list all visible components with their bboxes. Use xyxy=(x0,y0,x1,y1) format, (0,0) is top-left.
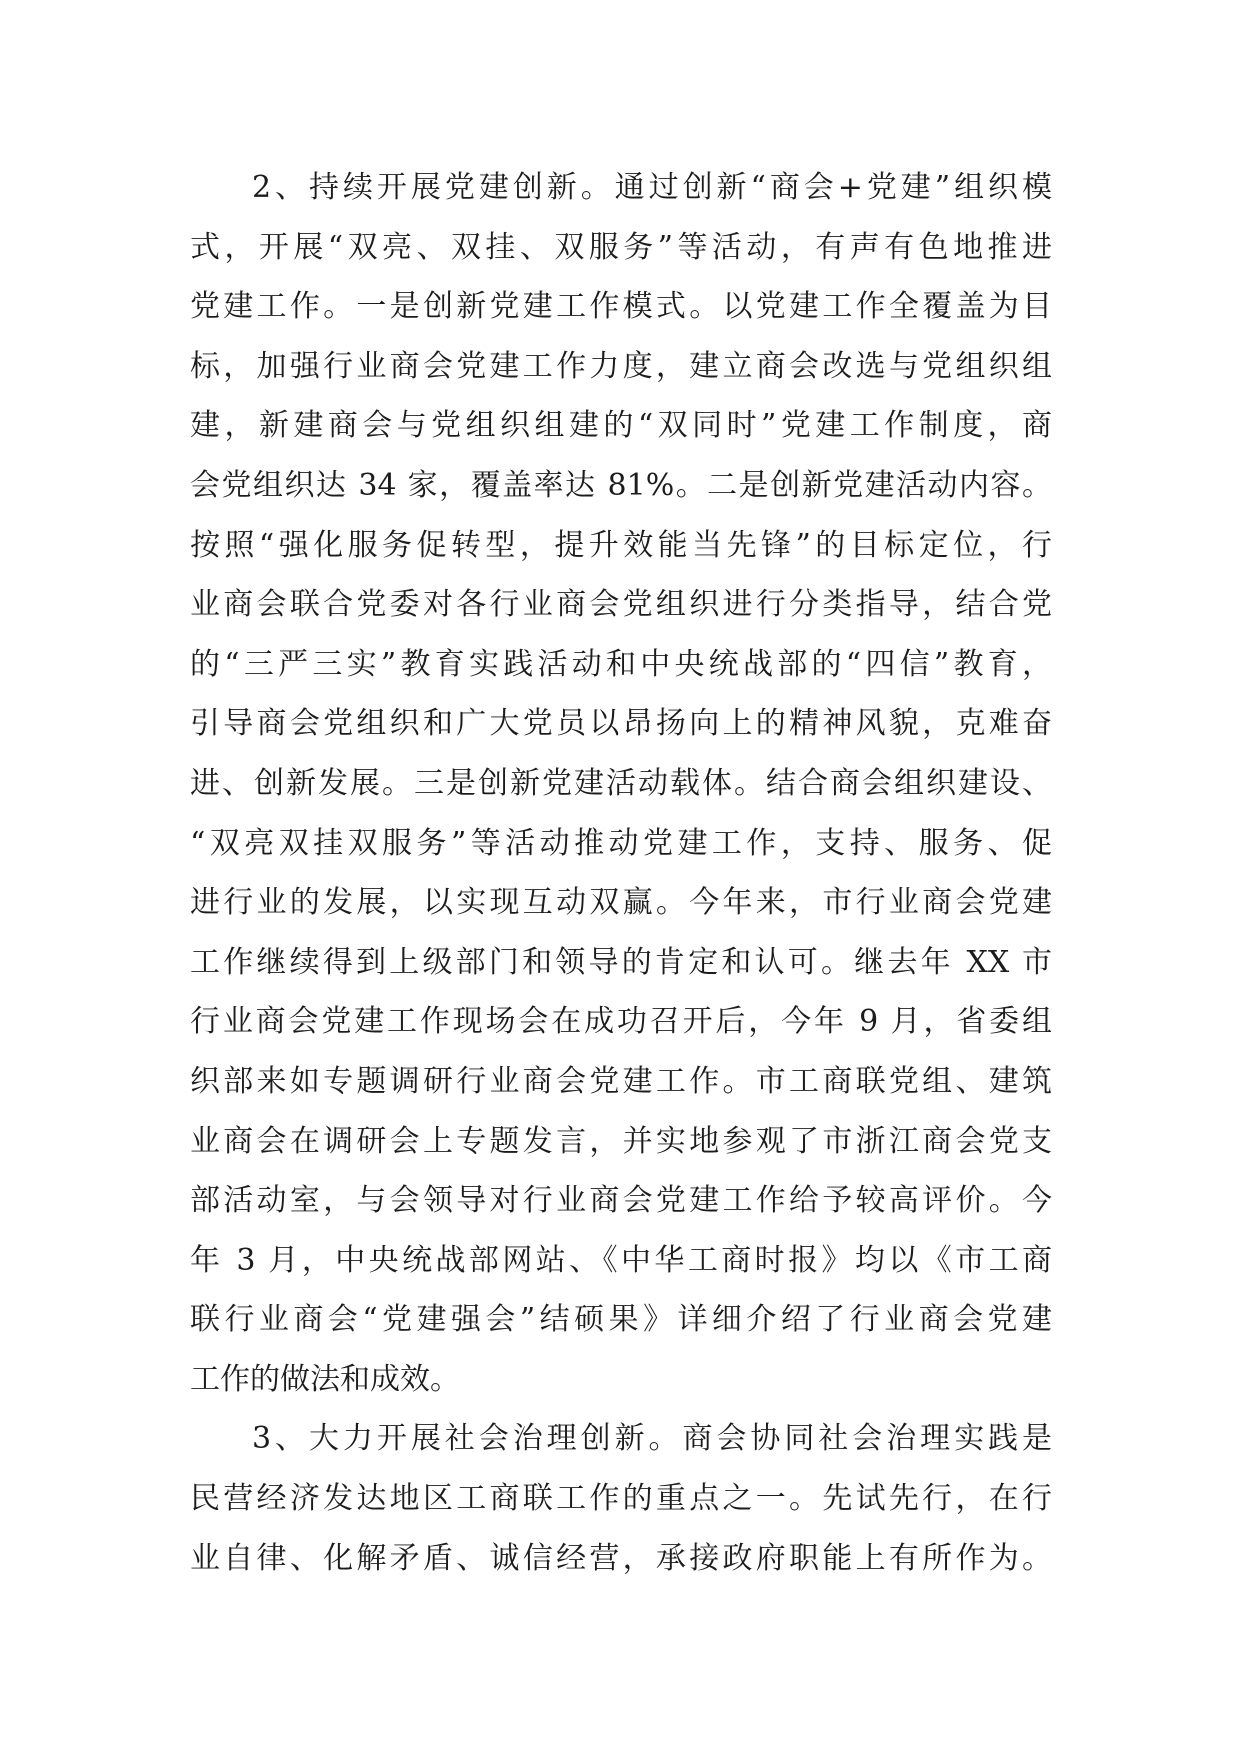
body-text xyxy=(190,158,1052,1588)
paragraph-2-line: 织部来如专题调研行业商会党建工作。市工商联党组、建筑 xyxy=(190,1063,1052,1099)
paragraph-3-line: 3、大力开展社会治理创新。商会协同社会治理实践是 xyxy=(252,1421,1052,1457)
paragraph-2-line: 进、创新发展。三是创新党建活动载体。结合商会组织建设、 xyxy=(190,765,1052,801)
paragraph-2-line: 式，开展“双亮、双挂、双服务”等活动，有声有色地推进 xyxy=(190,229,1052,265)
paragraph-2-line: 部活动室，与会领导对行业商会党建工作给予较高评价。今 xyxy=(190,1183,1052,1219)
paragraph-2-line: 行业商会党建工作现场会在成功召开后，今年 9 月，省委组 xyxy=(190,1004,1052,1040)
paragraph-2-line: 年 3 月，中央统战部网站、《中华工商时报》均以《市工商 xyxy=(190,1242,1052,1278)
paragraph-2-line: 建，新建商会与党组织组建的“双同时”党建工作制度，商 xyxy=(190,408,1052,444)
paragraph-3-line: 民营经济发达地区工商联工作的重点之一。先试先行，在行 xyxy=(190,1481,1052,1517)
paragraph-2-line: 工作继续得到上级部门和领导的肯定和认可。继去年 XX 市 xyxy=(190,944,1052,980)
paragraph-2-line: 引导商会党组织和广大党员以昂扬向上的精神风貌，克难奋 xyxy=(190,706,1052,742)
paragraph-3-line: 业自律、化解矛盾、诚信经营，承接政府职能上有所作为。 xyxy=(190,1540,1052,1576)
paragraph-2-line: 标，加强行业商会党建工作力度，建立商会改选与党组织组 xyxy=(190,348,1052,384)
paragraph-2-line: 按照“强化服务促转型，提升效能当先锋”的目标定位，行 xyxy=(190,527,1052,563)
paragraph-2-line: 的“三严三实”教育实践活动和中央统战部的“四信”教育， xyxy=(190,646,1052,682)
paragraph-2-line: 业商会联合党委对各行业商会党组织进行分类指导，结合党 xyxy=(190,587,1052,623)
paragraph-2-line: 党建工作。一是创新党建工作模式。以党建工作全覆盖为目 xyxy=(190,289,1052,325)
paragraph-2-line: 联行业商会“党建强会”结硕果》详细介绍了行业商会党建 xyxy=(190,1302,1052,1338)
paragraph-2-line: 会党组织达 34 家，覆盖率达 81%。二是创新党建活动内容。 xyxy=(190,467,1052,503)
paragraph-2-line: 2、持续开展党建创新。通过创新“商会+党建”组织模 xyxy=(252,170,1052,205)
paragraph-2-line: 进行业的发展，以实现互动双赢。今年来，市行业商会党建 xyxy=(190,885,1052,921)
paragraph-2-line: “双亮双挂双服务”等活动推动党建工作，支持、服务、促 xyxy=(190,825,1052,861)
paragraph-2-line: 工作的做法和成效。 xyxy=(190,1361,460,1397)
paragraph-2-line: 业商会在调研会上专题发言，并实地参观了市浙江商会党支 xyxy=(190,1123,1052,1159)
